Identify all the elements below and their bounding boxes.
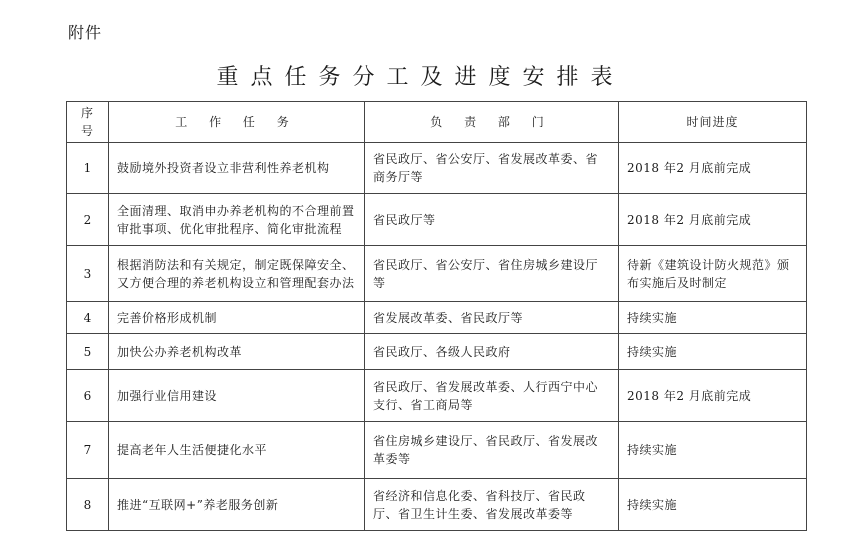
cell-progress: 持续实施: [619, 302, 807, 334]
cell-progress: 待新《建筑设计防火规范》颁布实施后及时制定: [619, 246, 807, 302]
cell-seq: 6: [67, 370, 109, 422]
header-task: 工 作 任 务: [109, 102, 365, 143]
cell-progress: 持续实施: [619, 334, 807, 370]
cell-dept: 省住房城乡建设厅、省民政厅、省发展改革委等: [365, 422, 619, 479]
table-row: [67, 302, 807, 334]
cell-task: 加快公办养老机构改革: [109, 334, 365, 370]
cell-dept: 省民政厅、省公安厅、省发展改革委、省商务厅等: [365, 143, 619, 194]
cell-task: 完善价格形成机制: [109, 302, 365, 334]
header-seq: 序号: [67, 102, 109, 143]
cell-dept: 省经济和信息化委、省科技厅、省民政厅、省卫生计生委、省发展改革委等: [365, 479, 619, 531]
table-row: [67, 479, 807, 531]
table-header-row: [67, 102, 807, 143]
cell-seq: 3: [67, 246, 109, 302]
cell-task: 提高老年人生活便捷化水平: [109, 422, 365, 479]
cell-dept: 省民政厅、省公安厅、省住房城乡建设厅等: [365, 246, 619, 302]
cell-progress: 2018 年2 月底前完成: [619, 143, 807, 194]
cell-task: 加强行业信用建设: [109, 370, 365, 422]
cell-seq: 4: [67, 302, 109, 334]
table-row: [67, 370, 807, 422]
table-row: [67, 194, 807, 246]
cell-task: 推进“互联网+”养老服务创新: [109, 479, 365, 531]
table-row: [67, 143, 807, 194]
cell-dept: 省发展改革委、省民政厅等: [365, 302, 619, 334]
table-row: [67, 246, 807, 302]
cell-task: 全面清理、取消申办养老机构的不合理前置审批事项、优化审批程序、简化审批流程: [109, 194, 365, 246]
task-table: [66, 101, 807, 531]
cell-seq: 2: [67, 194, 109, 246]
header-dept: 负 责 部 门: [365, 102, 619, 143]
table-row: [67, 334, 807, 370]
cell-progress: 2018 年2 月底前完成: [619, 370, 807, 422]
cell-seq: 5: [67, 334, 109, 370]
attachment-label: 附件: [68, 23, 103, 42]
cell-dept: 省民政厅、各级人民政府: [365, 334, 619, 370]
cell-seq: 8: [67, 479, 109, 531]
cell-dept: 省民政厅、省发展改革委、人行西宁中心支行、省工商局等: [365, 370, 619, 422]
page-title: 重点任务分工及进度安排表: [216, 65, 625, 90]
cell-task: 根据消防法和有关规定，制定既保障安全、又方便合理的养老机构设立和管理配套办法: [109, 246, 365, 302]
cell-dept: 省民政厅等: [365, 194, 619, 246]
cell-seq: 7: [67, 422, 109, 479]
cell-task: 鼓励境外投资者设立非营利性养老机构: [109, 143, 365, 194]
table-row: [67, 422, 807, 479]
cell-progress: 持续实施: [619, 422, 807, 479]
header-progress: 时间进度: [619, 102, 807, 143]
cell-progress: 2018 年2 月底前完成: [619, 194, 807, 246]
cell-seq: 1: [67, 143, 109, 194]
cell-progress: 持续实施: [619, 479, 807, 531]
